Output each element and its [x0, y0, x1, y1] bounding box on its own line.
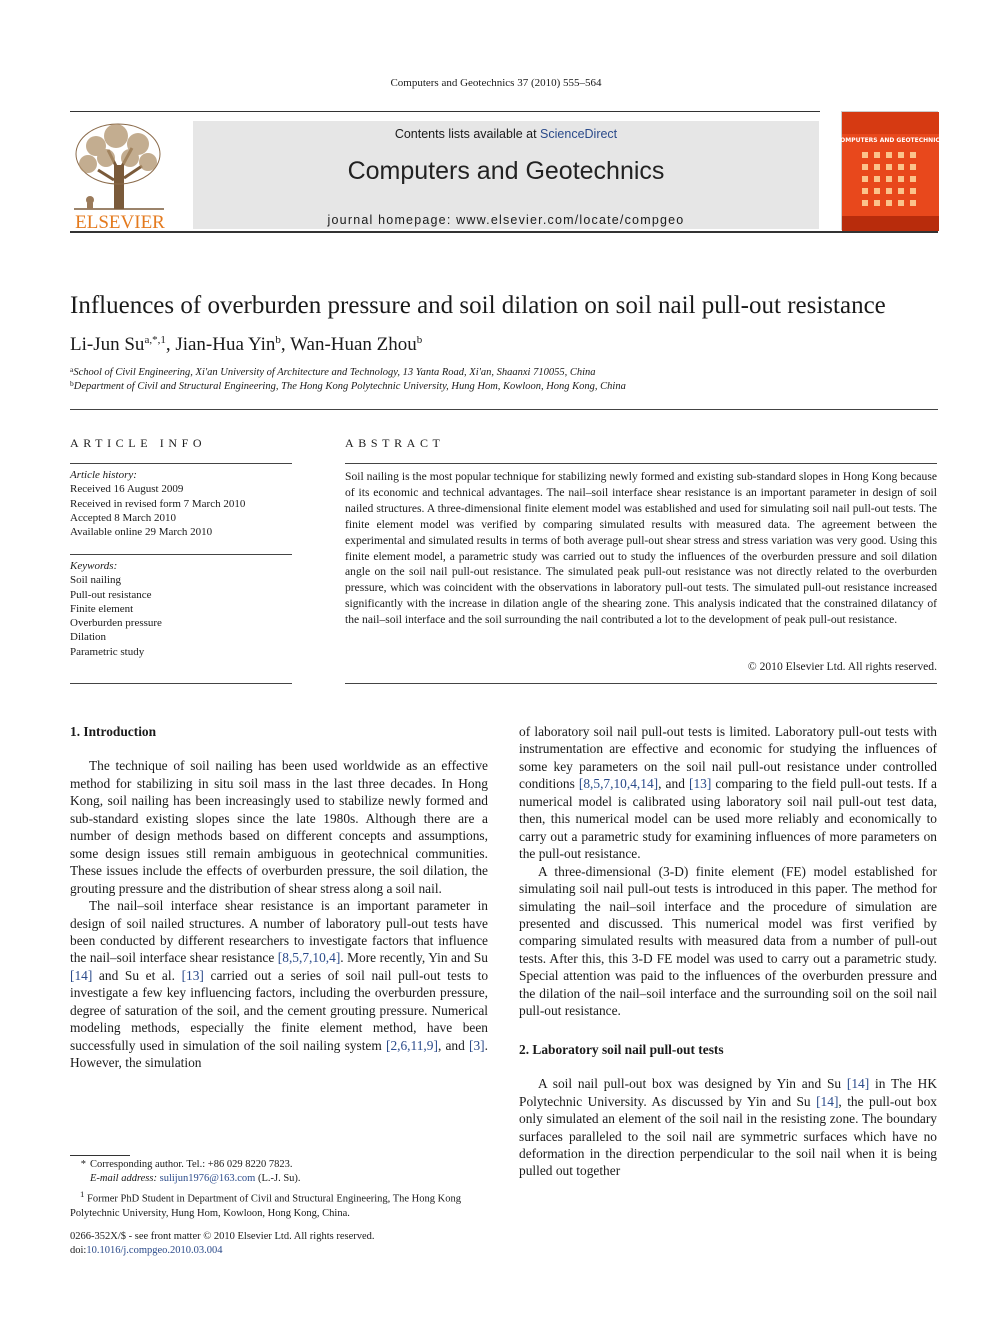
contents-prefix: Contents lists available at [394, 127, 541, 141]
journal-cover-art [835, 112, 945, 231]
contents-line [193, 127, 819, 141]
paragraph-text: The nail–soil interface shear resistance is an important parameter in design of soil nailed structures. A number of laboratory pull-out tests have been conducted by different researchers to investigate factors that influence the nail–soil interface shear resistance [70, 898, 488, 966]
paragraph-text: A soil nail pull-out box was designed by Yin and Su [538, 1076, 847, 1092]
article-history [70, 468, 292, 539]
keyword: Soil nailing [70, 574, 122, 587]
citation-link[interactable]: [8,5,7,10,4] [277, 950, 341, 966]
article-history-label: Article history: [70, 469, 137, 481]
elsevier-logo [68, 120, 172, 232]
article-title: Influences of overburden pressure and soil dilation on soil nail pull-out resistance [70, 292, 886, 319]
citation-link[interactable]: [2,6,11,9] [385, 1037, 438, 1053]
affiliation-mark: b [70, 379, 74, 388]
journal-header-box [193, 121, 819, 229]
body-column-left [70, 723, 488, 1072]
paragraph-text: carried out a series of soil nail pull-out tests to investigate a few key influencing factors, including the overburden pressure, degree of saturation of the soil, and the cement grouting pressure. Numerical modeling methods, especially the finite element method, have been successfully used in simulation of the soil nailing system [70, 967, 489, 1053]
journal-homepage [193, 213, 819, 227]
keywords-label: Keywords: [70, 560, 118, 572]
author-list: Li-Jun $Su^{a,*,1}$, Jian-Hua Yin$^b$, Wan-Huan Zhou$^b$ [70, 334, 423, 355]
abstract-heading: ABSTRACT [345, 436, 445, 450]
journal-cover-image [835, 111, 945, 230]
citation-link[interactable]: [13] [688, 776, 712, 792]
keyword: Pull-out resistance [70, 588, 152, 601]
homepage-prefix: journal homepage: [327, 213, 457, 227]
keyword: Overburden pressure [70, 617, 162, 630]
journal-reference: Computers and Geotechnics 37 (2010) 555–564 [390, 77, 602, 89]
paragraph-text: , and [658, 776, 689, 792]
footnote-corresponding-author [70, 1158, 488, 1172]
email-label: E-mail address: [90, 1173, 157, 1184]
paragraph [519, 723, 937, 863]
citation-link[interactable]: [14] [70, 967, 93, 983]
divider [70, 463, 292, 464]
section-divider [70, 409, 938, 410]
email-link[interactable]: sulijun1976@163.com [159, 1173, 256, 1184]
doi-prefix: doi: [70, 1245, 87, 1256]
affiliation-text: School of Civil Engineering, Xi'an University of Architecture and Technology, 13 Yanta Road, Xi'an, Shaanxi 710055, China [73, 367, 596, 378]
paragraph [519, 1075, 937, 1180]
header-rule [70, 111, 820, 112]
elsevier-tree-icon [68, 120, 172, 232]
affiliation-mark: a [70, 365, 74, 374]
svg-text:COMPUTERS AND GEOTECHNICS: COMPUTERS AND GEOTECHNICS [835, 137, 945, 144]
journal-title: Computers and Geotechnics [347, 157, 665, 185]
copyright-notice: © 2010 Elsevier Ltd. All rights reserved. [747, 660, 937, 673]
paragraph-text: . More recently, Yin and Su [340, 950, 488, 966]
svg-text:ELSEVIER: ELSEVIER [75, 212, 165, 233]
section-heading-pull-out-tests: 2. Laboratory soil nail pull-out tests [519, 1041, 724, 1057]
affiliation-text: Department of Civil and Structural Engineering, The Hong Kong Polytechnic University, Hung Hom, Kowloon, Hong Kong, China [73, 381, 626, 392]
author-affiliation-mark[interactable]: a,*,1 [144, 334, 166, 346]
article-info-heading: ARTICLE INFO [70, 436, 207, 450]
abstract-text: Soil nailing is the most popular technique for stabilizing newly formed and existing sub-standard slopes in Hong Kong because of its economic and technical advantages. The nail–soil interface shear resistance is an important parameter in design of soil nailed structures. A three-dimensional finite element model was established and used for simulating soil nail pull-out tests. The finite element model was verified by comparing simulated results with measured data. The agreement between the experimental and simulated results in terms of both average pull-out shear stress and stress variation was very good. Using this finite element model, a parametric study was carried out to study the influences of the overburden pressure and soil dilation angle on the soil nail pull-out resistance. The simulated peak pull-out resistance was not directly related to the overburden pressure, which was coincident with the observations in laboratory pull-out tests. The simulated pull-out resistance increased significantly with the increase in dilation angle of the shearing zone. This analysis indicated that the constrained dilatancy of the nail–soil interface and the soil surrounding the nail contributed a lot to the development of peak pull-out resistance. [345, 470, 937, 627]
sciencedirect-link[interactable]: ScienceDirect [540, 127, 618, 141]
divider [345, 683, 937, 684]
paragraph-text: , and [437, 1037, 470, 1053]
footnote-rule [70, 1155, 130, 1156]
keyword: Finite element [70, 602, 134, 615]
front-matter-line: 0266-352X/$ - see front matter © 2010 Elsevier Ltd. All rights reserved. [70, 1231, 375, 1242]
citation-link[interactable]: [13] [181, 967, 204, 983]
footnote-text: Corresponding author. Tel.: +86 029 8220 7823. [90, 1159, 293, 1170]
paragraph-text: , the pull-out box only simulated an element of the soil nail in the resisting zone. The boundary surfaces paralleled to the soil nail are symmetric surfaces which have no deformation in the direction perpendicular to the soil nail when it is being pulled out together [519, 1093, 937, 1179]
footnote-mark: * [80, 1159, 86, 1170]
citation-link[interactable]: [3] [469, 1037, 485, 1053]
paragraph: A three-dimensional (3-D) finite element (FE) model established for simulating soil nail pull-out tests is introduced in this paper. The method for simulating the nail–soil interface and the procedure of simulation are presented and discussed. This numerical model was first verified by comparing simulated results with measured data from a number of pull-out tests. After this, this 3-D FE model was used to carry out a parametric study. Special attention was paid to the influences of the overburden pressure and the dilation of the nail–soil interface and the surrounding soil on the soil nail pull-out resistance. [519, 863, 937, 1019]
footnote-email [70, 1172, 488, 1186]
affiliation [70, 381, 626, 392]
paragraph-text: of laboratory soil nail pull-out tests is limited. Laboratory pull-out tests with instrumentation are effective and economic for studying the influences of some key parameters on the soil nail pull-out resistance under controlled conditions [519, 724, 937, 792]
author-name: Jian-Hua Yin [175, 334, 276, 355]
keywords [70, 559, 292, 659]
divider [70, 554, 292, 555]
paragraph-text: . However, the simulation [70, 1037, 488, 1071]
paragraph-text: and Su et al. [92, 967, 182, 983]
doi-line [70, 1245, 223, 1256]
footnote-former-student [70, 1187, 488, 1221]
footnote-mark: 1 [80, 1189, 85, 1199]
history-entry: Available online 29 March 2010 [70, 526, 213, 539]
paragraph [70, 897, 488, 1072]
author-name: Li-Jun Su [70, 334, 145, 355]
email-suffix: (L.-J. Su). [255, 1173, 301, 1184]
divider [70, 683, 292, 684]
history-entry: Received in revised form 7 March 2010 [70, 497, 246, 510]
doi-link[interactable]: 10.1016/j.compgeo.2010.03.004 [86, 1245, 223, 1256]
citation-link[interactable]: [14] [816, 1093, 839, 1109]
section-heading-introduction: 1. Introduction [70, 724, 157, 739]
author-name: Wan-Huan Zhou [290, 334, 417, 355]
author-affiliation-mark[interactable]: b [416, 334, 423, 346]
author-affiliation-mark[interactable]: b [275, 334, 281, 346]
history-entry: Received 16 August 2009 [70, 483, 184, 496]
body-column-right [519, 723, 937, 1180]
paragraph: The technique of soil nailing has been used worldwide as an effective method for stabilizing in situ soil mass in the last three decades. In Hong Kong, soil nailing has been increasingly used to stabilize newly formed and sub-standard existing slopes since the late 1980s. Although there are a number of design methods based on different concepts and assumptions, some design issues still remain ambiguous in geotechnical communities. These issues include the effects of overburden pressure, the soil dilation, the grouting pressure and the distribution of shear stress along a soil nail. [70, 758, 488, 896]
affiliation [70, 367, 596, 378]
history-entry: Accepted 8 March 2010 [70, 511, 176, 524]
divider [345, 463, 937, 464]
keyword: Parametric study [70, 645, 145, 658]
paragraph-text: comparing to the field pull-out tests. If a numerical model is calibrated using laboratory soil nail pull-out test data, then, this numerical model can be used more reliably and economically to carry out a parametric study for examining influences of more parameters on the pull-out resistance. [519, 776, 937, 862]
keyword: Dilation [70, 631, 107, 644]
citation-link[interactable]: [8,5,7,10,4,14] [578, 776, 659, 792]
homepage-link[interactable]: www.elsevier.com/locate/compgeo [456, 213, 685, 227]
header-thick-rule [70, 231, 938, 233]
paragraph-text: in The HK Polytechnic University. As discussed by Yin and Su [519, 1076, 937, 1109]
citation-link[interactable]: [14] [846, 1076, 870, 1092]
footnote-text: Former PhD Student in Department of Civil and Structural Engineering, The Hong Kong Polytechnic University, Hung Hom, Kowloon, Hong Kong, China. [70, 1193, 461, 1219]
